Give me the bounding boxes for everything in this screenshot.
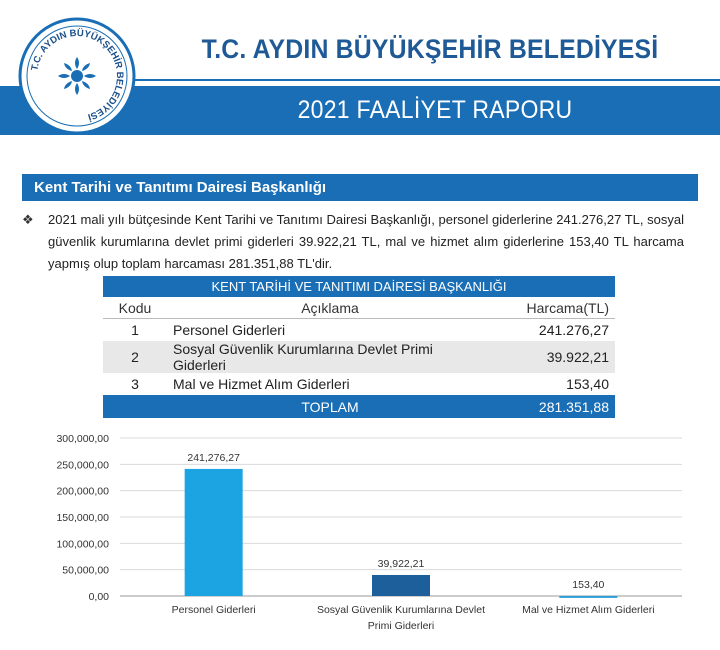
y-tick-label: 300,000,00 [56,433,109,445]
bar [372,575,430,596]
x-tick-label: Personel Giderleri [171,604,256,616]
column-header-code: Kodu [103,297,167,319]
row-description: Sosyal Güvenlik Kurumlarına Devlet Primi Giderleri [167,341,493,373]
data-label: 241,276,27 [187,451,240,464]
row-amount: 153,40 [566,376,609,392]
table-title: KENT TARİHİ VE TANITIMI DAİRESİ BAŞKANLIĞI [103,276,615,297]
section-title: Kent Tarihi ve Tanıtımı Dairesi Başkanlığı [22,174,698,201]
expense-table [103,276,615,418]
data-label: 39,922,21 [377,557,425,570]
logo-ring-text: T.C. AYDIN BÜYÜKŞEHİR BELEDİYESİ [29,27,126,123]
page-title: T.C. AYDIN BÜYÜKŞEHİR BELEDİYESİ [201,34,659,64]
y-tick-label: 250,000,00 [56,459,109,472]
total-amount: 281.351,88 [493,395,615,418]
row-code: 1 [131,322,139,338]
data-label: 153,40 [572,578,605,591]
row-amount: 241.276,27 [538,322,609,338]
bar [559,596,617,598]
page-subtitle: 2021 FAALİYET RAPORU [297,96,573,124]
bar [185,469,243,596]
row-description: Personel Giderleri [173,322,286,338]
total-label: TOPLAM [167,395,493,418]
summary-paragraph: 2021 mali yılı bütçesinde Kent Tarihi ve Tanıtımı Dairesi Başkanlığı, personel giderlerine 241.276,27 TL, sosyal güvenlik kurumlarına devlet primi giderleri 39.922,21 TL, mal ve hizmet alım giderlerine 153,40 TL harcama yapmış olup toplam harcaması 281.351,88 TL'dir. [48,212,684,271]
table-title-row [103,276,615,297]
table-row [103,319,615,342]
table-total-row [103,395,615,418]
y-tick-label: 100,000,00 [56,538,109,551]
y-tick-label: 150,000,00 [56,512,109,524]
row-code: 3 [131,376,139,392]
x-tick-label: Mal ve Hizmet Alım Giderleri [522,604,655,616]
table-header-row [103,297,615,319]
y-tick-label: 0,00 [88,591,109,603]
row-amount: 39.922,21 [493,341,615,373]
table-row [103,373,615,395]
y-tick-label: 200,000,00 [56,485,109,498]
header-divider [130,79,720,81]
row-description: Mal ve Hizmet Alım Giderleri [173,376,350,392]
column-header-description: Açıklama [167,297,493,319]
bullet-icon: ❖ [22,212,34,227]
row-code: 2 [103,341,167,373]
y-tick-label: 50,000,00 [62,564,109,577]
x-tick-label: Sosyal Güvenlik Kurumlarına Devlet [316,604,486,616]
logo-emblem-icon [18,17,136,135]
municipality-logo [18,17,136,135]
table-row [103,341,615,373]
column-header-amount: Harcama(TL) [493,297,615,319]
expense-bar-chart [0,420,720,650]
x-tick-label: Primi Giderleri [367,620,435,632]
